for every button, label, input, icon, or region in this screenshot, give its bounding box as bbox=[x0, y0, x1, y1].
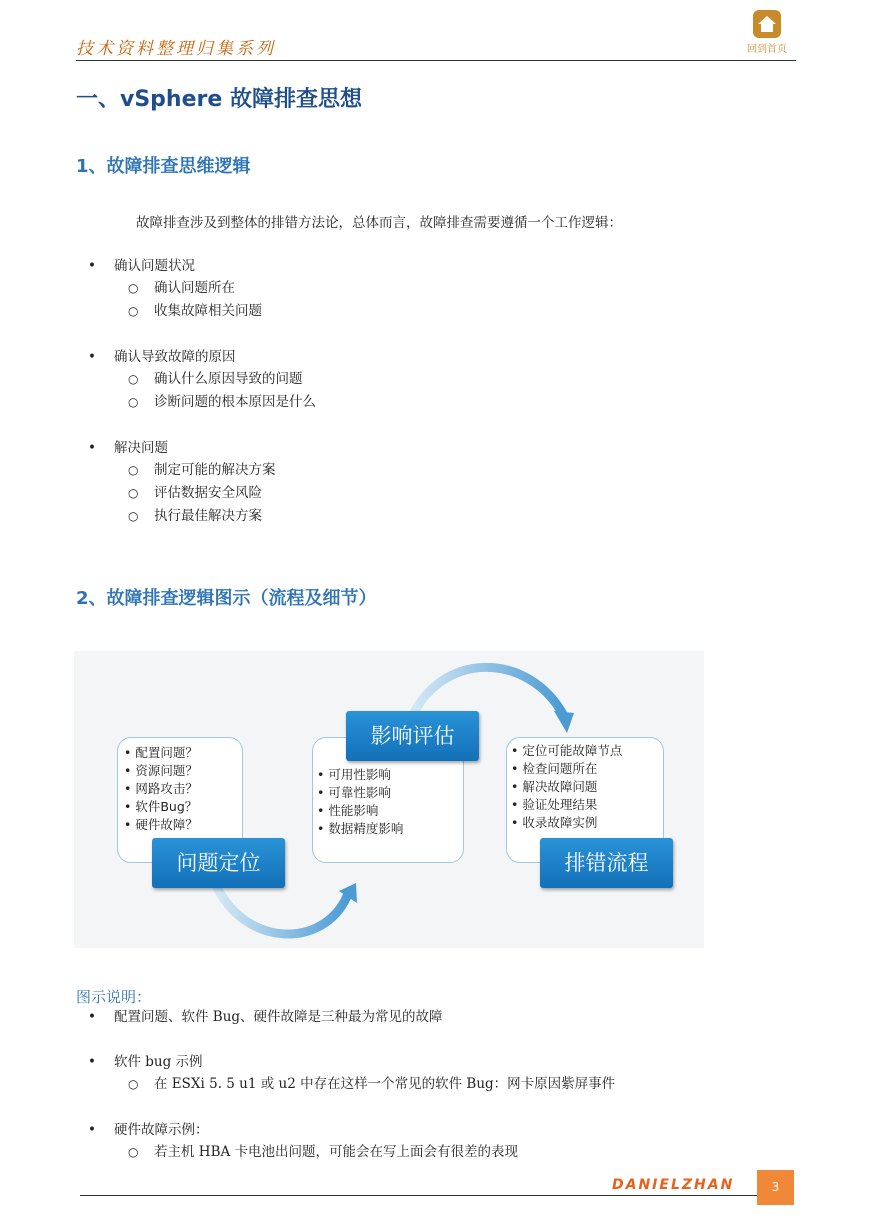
sub-item: ○ 诊断问题的根本原因是什么 bbox=[114, 391, 316, 414]
list-item: • 定位可能故障节点 bbox=[511, 743, 623, 758]
home-label: 回到首页 bbox=[747, 44, 787, 55]
list-item: • 验证处理结果 bbox=[511, 797, 598, 812]
list-item: • 解决故障问题 bbox=[511, 779, 598, 794]
sub-item: ○ 评估数据安全风险 bbox=[114, 482, 316, 505]
list-item: • 配置问题？ bbox=[124, 745, 198, 760]
list-item: • 配置问题、软件 Bug、硬件故障是三种最为常见的故障 bbox=[76, 1006, 615, 1028]
page-number: 3 bbox=[757, 1170, 794, 1205]
logic-list bbox=[76, 255, 316, 528]
list-item: • 检查问题所在 bbox=[511, 761, 598, 776]
header-divider bbox=[76, 60, 796, 61]
list-item: • 确认问题状况 ○ 确认问题所在 ○ 收集故障相关问题 bbox=[76, 255, 316, 323]
section-1-intro: 故障排查涉及到整体的排错方法论，总体而言，故障排查需要遵循一个工作逻辑： bbox=[136, 215, 622, 231]
section-1-heading: 1、故障排查思维逻辑 bbox=[76, 156, 251, 177]
list-item: • 软件Bug？ bbox=[124, 799, 198, 814]
list-item: • 资源问题？ bbox=[124, 763, 198, 778]
sub-item: ○ 确认什么原因导致的问题 bbox=[114, 368, 316, 391]
list-item: • 硬件故障？ bbox=[124, 817, 198, 832]
list-item: • 收录故障实例 bbox=[511, 815, 598, 830]
impact-assessment-tag: 影响评估 bbox=[346, 711, 479, 761]
sub-item: ○ 若主机 HBA 卡电池出问题，可能会在写上面会有很差的表现 bbox=[114, 1141, 615, 1164]
list-item: • 硬件故障示例： ○ 若主机 HBA 卡电池出问题，可能会在写上面会有很差的表现 bbox=[76, 1119, 615, 1164]
list-item: • 解决问题 ○ 制定可能的解决方案 ○ 评估数据安全风险 ○ 执行最佳解决方案 bbox=[76, 437, 316, 528]
sub-item: ○ 在 ESXi 5. 5 u1 或 u2 中存在这样一个常见的软件 Bug：网卡原因紫屏事件 bbox=[114, 1073, 615, 1096]
section-2-heading: 2、故障排查逻辑图示（流程及细节） bbox=[76, 588, 377, 609]
page-title: 一、vSphere 故障排查思想 bbox=[76, 87, 362, 112]
home-button[interactable] bbox=[747, 10, 787, 54]
sub-item: ○ 执行最佳解决方案 bbox=[114, 505, 316, 528]
troubleshooting-flow-figure bbox=[74, 651, 704, 948]
problem-location-tag: 问题定位 bbox=[152, 838, 285, 888]
footer-divider bbox=[80, 1195, 792, 1196]
figure-caption: 图示说明： bbox=[76, 988, 152, 1006]
list-item: • 网路攻击？ bbox=[124, 781, 198, 796]
list-item: • 软件 bug 示例 ○ 在 ESXi 5. 5 u1 或 u2 中存在这样一个常见的软件 Bug：网卡原因紫屏事件 bbox=[76, 1051, 615, 1096]
list-item: • 性能影响 bbox=[317, 803, 379, 818]
sub-item: ○ 收集故障相关问题 bbox=[114, 300, 316, 323]
list-item: • 可靠性影响 bbox=[317, 785, 391, 800]
notes-list bbox=[76, 1006, 615, 1164]
list-item: • 确认导致故障的原因 ○ 确认什么原因导致的问题 ○ 诊断问题的根本原因是什么 bbox=[76, 346, 316, 414]
list-item: • 可用性影响 bbox=[317, 767, 391, 782]
sub-item: ○ 制定可能的解决方案 bbox=[114, 459, 316, 482]
series-title: 技术资料整理归集系列 bbox=[76, 39, 276, 59]
home-icon bbox=[753, 10, 781, 38]
sub-item: ○ 确认问题所在 bbox=[114, 277, 316, 300]
list-item: • 数据精度影响 bbox=[317, 821, 404, 836]
troubleshooting-process-tag: 排错流程 bbox=[540, 838, 673, 888]
brand-logo: DANIELZHAN bbox=[612, 1177, 735, 1193]
